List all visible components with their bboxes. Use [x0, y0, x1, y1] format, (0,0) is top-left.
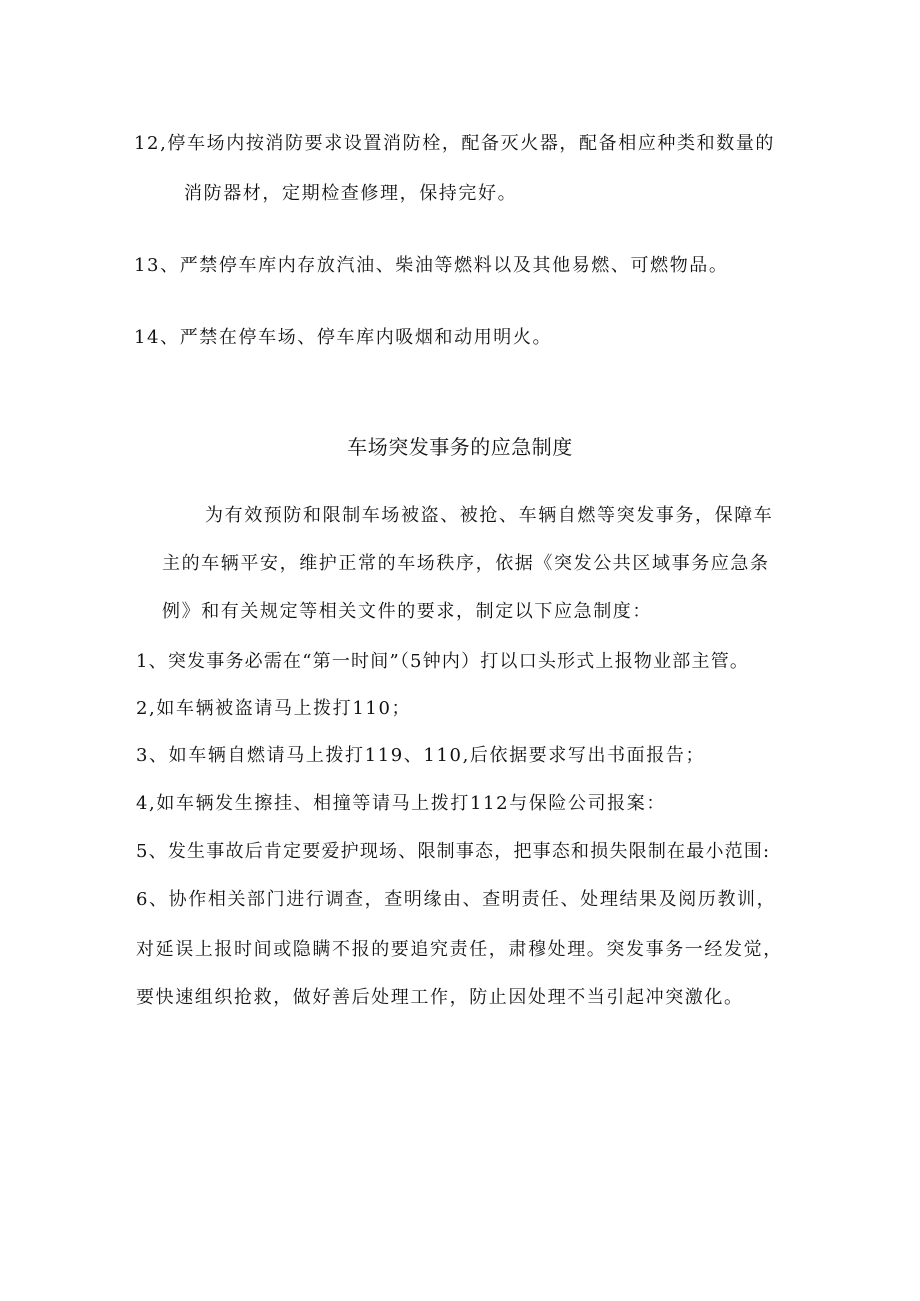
rule-12-line-2: 消防器材，定期检查修理，保持完好。: [184, 183, 518, 204]
procedure-item-6: 6、协作相关部门进行调查，查明缘由、查明责任、处理结果及阅历教训，: [136, 889, 777, 910]
rule-12-line-1: 12,停车场内按消防要求设置消防栓，配备灭火器，配备相应种类和数量的: [134, 133, 776, 154]
section-title: 车场突发事务的应急制度: [347, 435, 573, 459]
procedure-item-5: 5、发生事故后肯定要爱护现场、限制事态，把事态和损失限制在最小范围:: [136, 841, 771, 862]
intro-line-1: 为有效预防和限制车场被盗、被抢、车辆自燃等突发事务，保障车: [205, 505, 774, 526]
procedure-item-4: 4,如车辆发生擦挂、相撞等请马上拨打112与保险公司报案：: [136, 793, 666, 814]
procedure-item-3: 3、如车辆自燃请马上拨打119、110,后依据要求写出书面报告；: [136, 745, 706, 766]
procedure-item-6-continuation-1: 对延误上报时间或隐瞒不报的要追究责任，肃穆处理。突发事务一经发觉，: [136, 939, 783, 960]
procedure-item-6-continuation-2: 要快速组织抢救，做好善后处理工作，防止因处理不当引起冲突激化。: [136, 987, 744, 1008]
rule-13: 13、严禁停车库内存放汽油、柴油等燃料以及其他易燃、可燃物品。: [134, 255, 729, 276]
intro-line-3: 例》和有关规定等相关文件的要求，制定以下应急制度：: [162, 601, 652, 622]
procedure-item-1: 1、突发事务必需在“第一时间”（5钟内）打以口头形式上报物业部主管。: [136, 651, 750, 672]
intro-line-2: 主的车辆平安，维护正常的车场秩序，依据《突发公共区域事务应急条: [162, 553, 770, 574]
procedure-item-2: 2,如车辆被盗请马上拨打110；: [136, 698, 412, 719]
rule-14: 14、严禁在停车场、停车库内吸烟和动用明火。: [134, 327, 553, 348]
